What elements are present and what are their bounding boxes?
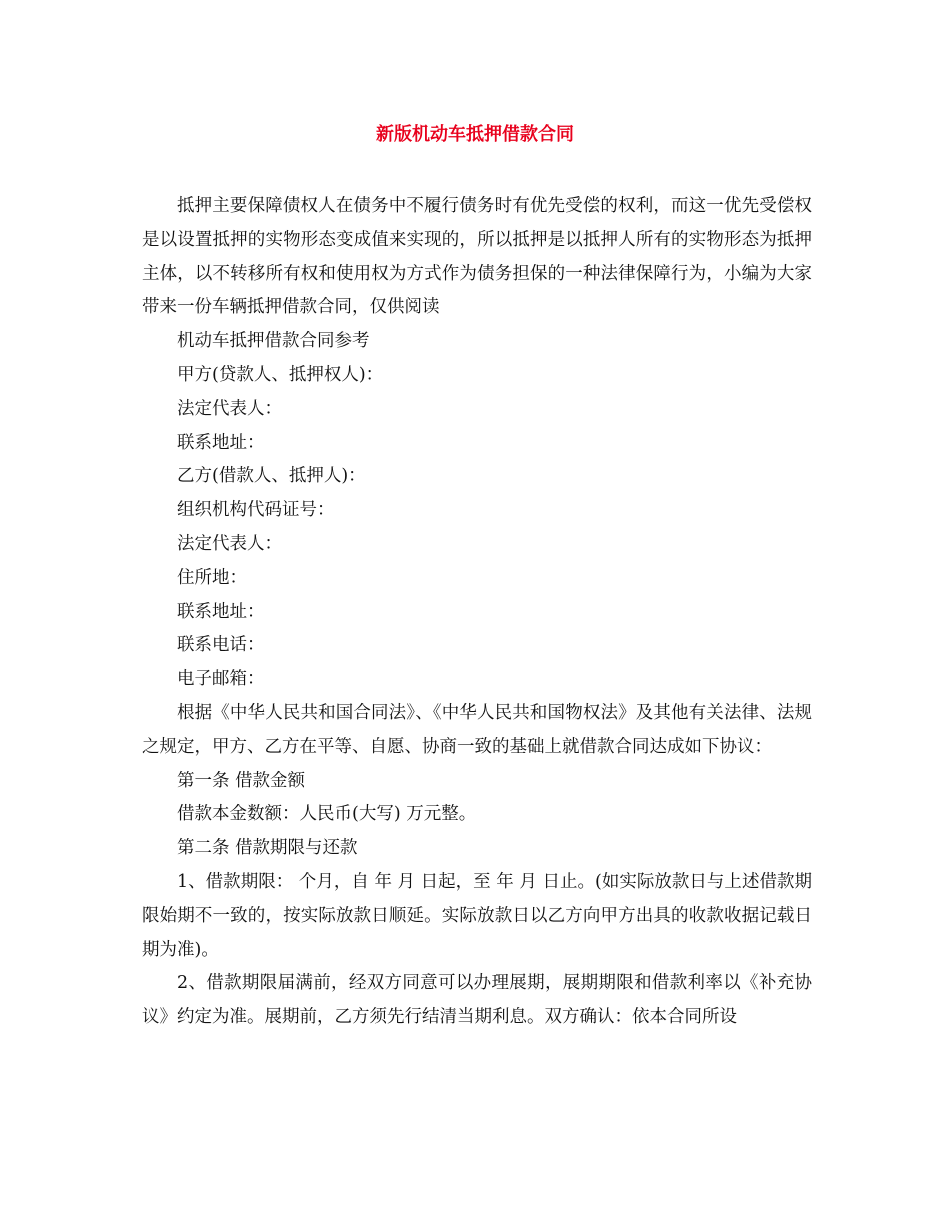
party-b-email: 电子邮箱： [177,669,265,690]
party-a-representative: 法定代表人： [177,398,282,419]
article-2-heading: 第二条 借款期限与还款 [177,838,358,859]
legal-basis-paragraph: 根据《中华人民共和国合同法》、《中华人民共和国物权法》及其他有关法律、法规之规定，甲方、乙方在平等、自愿、协商一致的基础上就借款合同达成如下协议： [142,702,812,757]
article-1-heading: 第一条 借款金额 [177,770,306,791]
article-2-clause-2: 2、借款期限届满前，经双方同意可以办理展期，展期期限和借款利率以《补充协议》约定为准。展期前，乙方须先行结清当期利息。双方确认：依本合同所设 [142,973,812,1028]
party-b-address: 联系地址： [177,601,265,622]
document-body [142,190,812,1035]
party-b-phone: 联系电话： [177,635,265,656]
article-2-clause-1: 1、借款期限： 个月，自 年 月 日起，至 年 月 日止。(如实际放款日与上述借款期限始期不一致的，按实际放款日顺延。实际放款日以乙方向甲方出具的收款收据记载日期为准)。 [142,871,812,960]
document-title: 新版机动车抵押借款合同 [376,124,574,145]
contract-subtitle: 机动车抵押借款合同参考 [177,331,370,352]
intro-paragraph: 抵押主要保障债权人在债务中不履行债务时有优先受偿的权利，而这一优先受偿权是以设置抵押的实物形态变成值来实现的，所以抵押是以抵押人所有的实物形态为抵押主体，以不转移所有权和使用权为方式作为债务担保的一种法律保障行为，小编为大家带来一份车辆抵押借款合同，仅供阅读 [142,196,812,318]
party-b-domicile: 住所地： [177,567,247,588]
party-b-representative: 法定代表人： [177,533,282,554]
party-b-line: 乙方(借款人、抵押人)： [177,466,366,487]
party-b-org-code: 组织机构代码证号： [177,500,335,521]
article-1-amount: 借款本金数额：人民币(大写) 万元整。 [177,804,477,825]
party-a-address: 联系地址： [177,432,265,453]
party-a-line: 甲方(贷款人、抵押权人)： [177,364,384,385]
